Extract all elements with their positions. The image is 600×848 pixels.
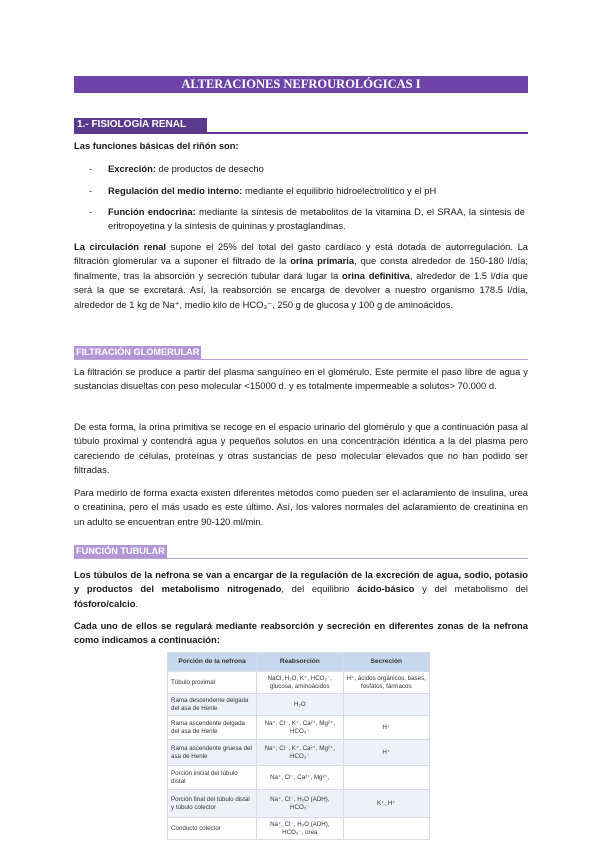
paragraph-filtracion: La filtración se produce a partir del plasma sanguíneo en el glomérulo. Este permite el paso libre de agua y sustancias disueltas con peso molecular <15000 d. y es totalmente impermeable a solutos> 70.000 d. bbox=[74, 366, 528, 392]
table-cell: Porción final del túbulo distal y túbulo colector bbox=[168, 790, 257, 818]
section-heading-fisiologia: 1.- FISIOLOGÍA RENAL bbox=[74, 118, 207, 132]
table-header: Secreción bbox=[343, 653, 429, 672]
table-header: Porción de la nefrona bbox=[168, 653, 257, 672]
table-cell: Porción inicial del túbulo distal bbox=[168, 766, 257, 790]
table-cell: H⁺ bbox=[343, 740, 429, 766]
paragraph-cada-uno: Cada uno de ellos se regulará mediante reabsorción y secreción en diferentes zonas de la nefrona como indicamos a continuación: bbox=[74, 620, 528, 646]
table-row bbox=[168, 790, 430, 818]
table-cell: Túbulo proximal bbox=[168, 672, 257, 694]
table-cell bbox=[343, 818, 429, 840]
document-title: ALTERACIONES NEFROUROLÓGICAS I bbox=[74, 76, 528, 93]
table-cell: K⁺, H⁺ bbox=[343, 790, 429, 818]
table-row bbox=[168, 694, 430, 716]
table-cell: Rama ascendente delgada del asa de Henle bbox=[168, 716, 257, 740]
table-cell: Na⁺, Cl⁻, H₂O (ADH), HCO₃⁻ bbox=[257, 790, 343, 818]
table-row bbox=[168, 716, 430, 740]
subheading-filtracion: FILTRACIÓN GLOMERULAR bbox=[76, 347, 200, 357]
table-cell: H₂O bbox=[257, 694, 343, 716]
subheading-funcion-tubular: FUNCIÓN TUBULAR bbox=[76, 546, 165, 556]
table-header-row bbox=[168, 653, 430, 672]
paragraph-orina-primitiva: De esta forma, la orina primitiva se recoge en el espacio urinario del glomérulo y que a continuación pasa al túbulo proximal y contendrá agua y pequeños solutos en una concentración idéntica a la del plasma pero careciendo de células, proteínas y otras sustancias de peso molecular elevados que no han podido ser filtradas. bbox=[74, 421, 528, 476]
table-row bbox=[168, 818, 430, 840]
paragraph-tubulos: Los túbulos de la nefrona se van a encargar de la regulación de la excreción de agua, sodio, potasio y productos del metabolismo nitrogenado, del equilibrio ácido-básico y del metabolismo del fósforo/calcio. bbox=[74, 569, 528, 609]
table-row bbox=[168, 672, 430, 694]
nephron-table bbox=[167, 652, 430, 840]
bullet-regulacion: - Regulación del medio interno: mediante el equilibrio hidroelectrolítico y el pH bbox=[89, 185, 437, 196]
table-cell: Na⁺, Cl⁻, Ca²⁺, Mg²⁺, bbox=[257, 766, 343, 790]
table-cell: Na⁺, Cl⁻, H₂O (ADH), HCO₃⁻, urea bbox=[257, 818, 343, 840]
subheading-underline bbox=[74, 558, 528, 559]
table-cell: Na⁺, Cl⁻, K⁺, Ca²⁺, Mg²⁺, HCO₃⁻ bbox=[257, 716, 343, 740]
table-cell: H⁺ bbox=[343, 716, 429, 740]
table-row bbox=[168, 766, 430, 790]
bullet-endocrina: - Función endocrina: mediante la síntesis de metabolitos de la vitamina D, el SRAA, la síntesis de eritropoyetina y la síntesis de quininas y prostaglandinas. bbox=[89, 206, 525, 232]
table-cell bbox=[343, 766, 429, 790]
table-cell: Conducto colector bbox=[168, 818, 257, 840]
table-cell: NaCl, H₂O, K⁺, HCO₃⁻, glucosa, aminoácidos bbox=[257, 672, 343, 694]
table-cell: H⁺, ácidos orgánicos, bases, fosfatos, fármacos bbox=[343, 672, 429, 694]
table-cell: Na⁺, Cl⁻, K⁺, Ca²⁺, Mg²⁺, HCO₃⁻ bbox=[257, 740, 343, 766]
table-row bbox=[168, 740, 430, 766]
bullet-excrecion: - Excreción: de productos de desecho bbox=[89, 163, 264, 174]
paragraph-aclaramiento: Para medirlo de forma exacta existen diferentes métodos como pueden ser el aclaramiento de insulina, urea o creatinina, pero el más usado es este último. Así, los valores normales del aclaramiento de creatinina en un adulto se encuentran entre 90-120 ml/min. bbox=[74, 487, 528, 527]
table-cell: Rama ascendente gruesa del asa de Henle bbox=[168, 740, 257, 766]
table-cell bbox=[343, 694, 429, 716]
subheading-underline bbox=[74, 359, 528, 360]
table-header: Reabsorción bbox=[257, 653, 343, 672]
intro-text: Las funciones básicas del riñón son: bbox=[74, 140, 239, 151]
section-underline bbox=[74, 132, 528, 134]
table-cell: Rama descendente delgada del asa de Henle bbox=[168, 694, 257, 716]
paragraph-circulacion: La circulación renal supone el 25% del total del gasto cardíaco y está dotada de autorregulación. La filtración glomerular va a suponer el filtrado de la orina primaria, que consta alrededor de 150-180 l/día; finalmente, tras la absorción y secreción tubular dará lugar la orina definitiva, alrededor de 1.5 l/día que será la que se excretará. Así, la reabsorción se encarga de devolver a nuestro organismo 178.5 l/día, alrededor de 1 kg de Na⁺, medio kilo de HCO₃⁻, 250 g de glucosa y 100 g de aminoácidos. bbox=[74, 241, 528, 310]
